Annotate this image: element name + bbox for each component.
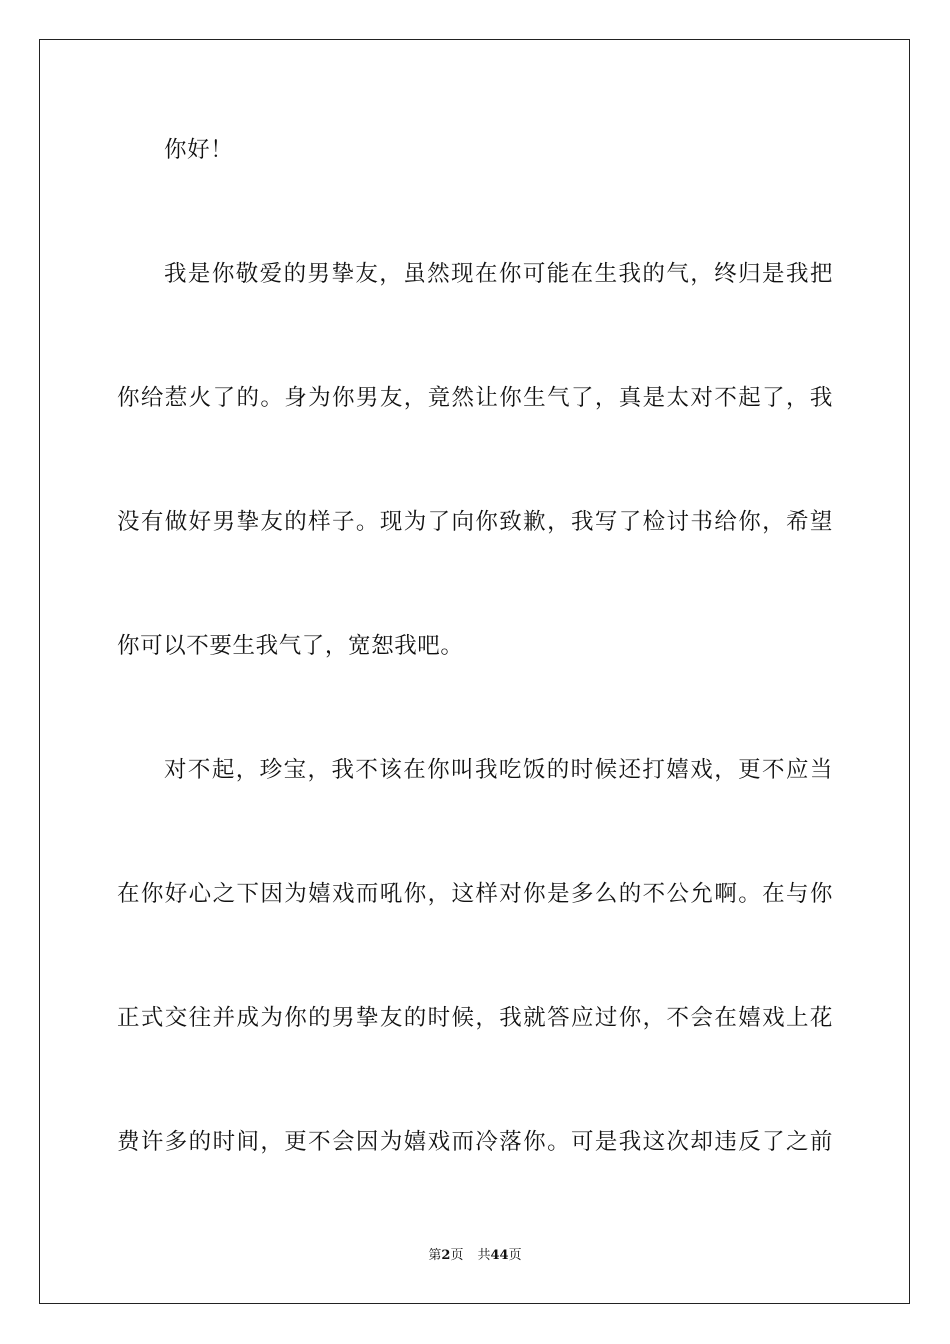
paragraph-1-line-3: 没有做好男挚友的样子。现为了向你致歉，我写了检讨书给你，希望 [117,509,833,535]
total-prefix: 共 [477,1248,491,1263]
paragraph-1-line-4: 你可以不要生我气了，宽恕我吧。 [117,633,464,659]
paragraph-1-line-1: 我是你敬爱的男挚友，虽然现在你可能在生我的气，终归是我把 [164,261,833,287]
paragraph-2-line-3: 正式交往并成为你的男挚友的时候，我就答应过你，不会在嬉戏上花 [117,1005,833,1031]
page-current: 2 [441,1248,451,1263]
paragraph-2-line-2: 在你好心之下因为嬉戏而吼你，这样对你是多么的不公允啊。在与你 [117,881,833,907]
total-suffix: 页 [508,1248,522,1263]
page-prefix: 第 [428,1248,442,1263]
page-footer [0,1247,950,1265]
paragraph-2-line-4: 费许多的时间，更不会因为嬉戏而冷落你。可是我这次却违反了之前 [117,1129,833,1155]
paragraph-2-line-1: 对不起，珍宝，我不该在你叫我吃饭的时候还打嬉戏，更不应当 [164,757,833,783]
page-total: 44 [490,1248,509,1263]
paragraph-1-line-2: 你给惹火了的。身为你男友，竟然让你生气了，真是太对不起了，我 [117,385,833,411]
page-suffix: 页 [450,1248,464,1263]
greeting-line: 你好！ [164,137,234,163]
page-border [39,39,910,1304]
